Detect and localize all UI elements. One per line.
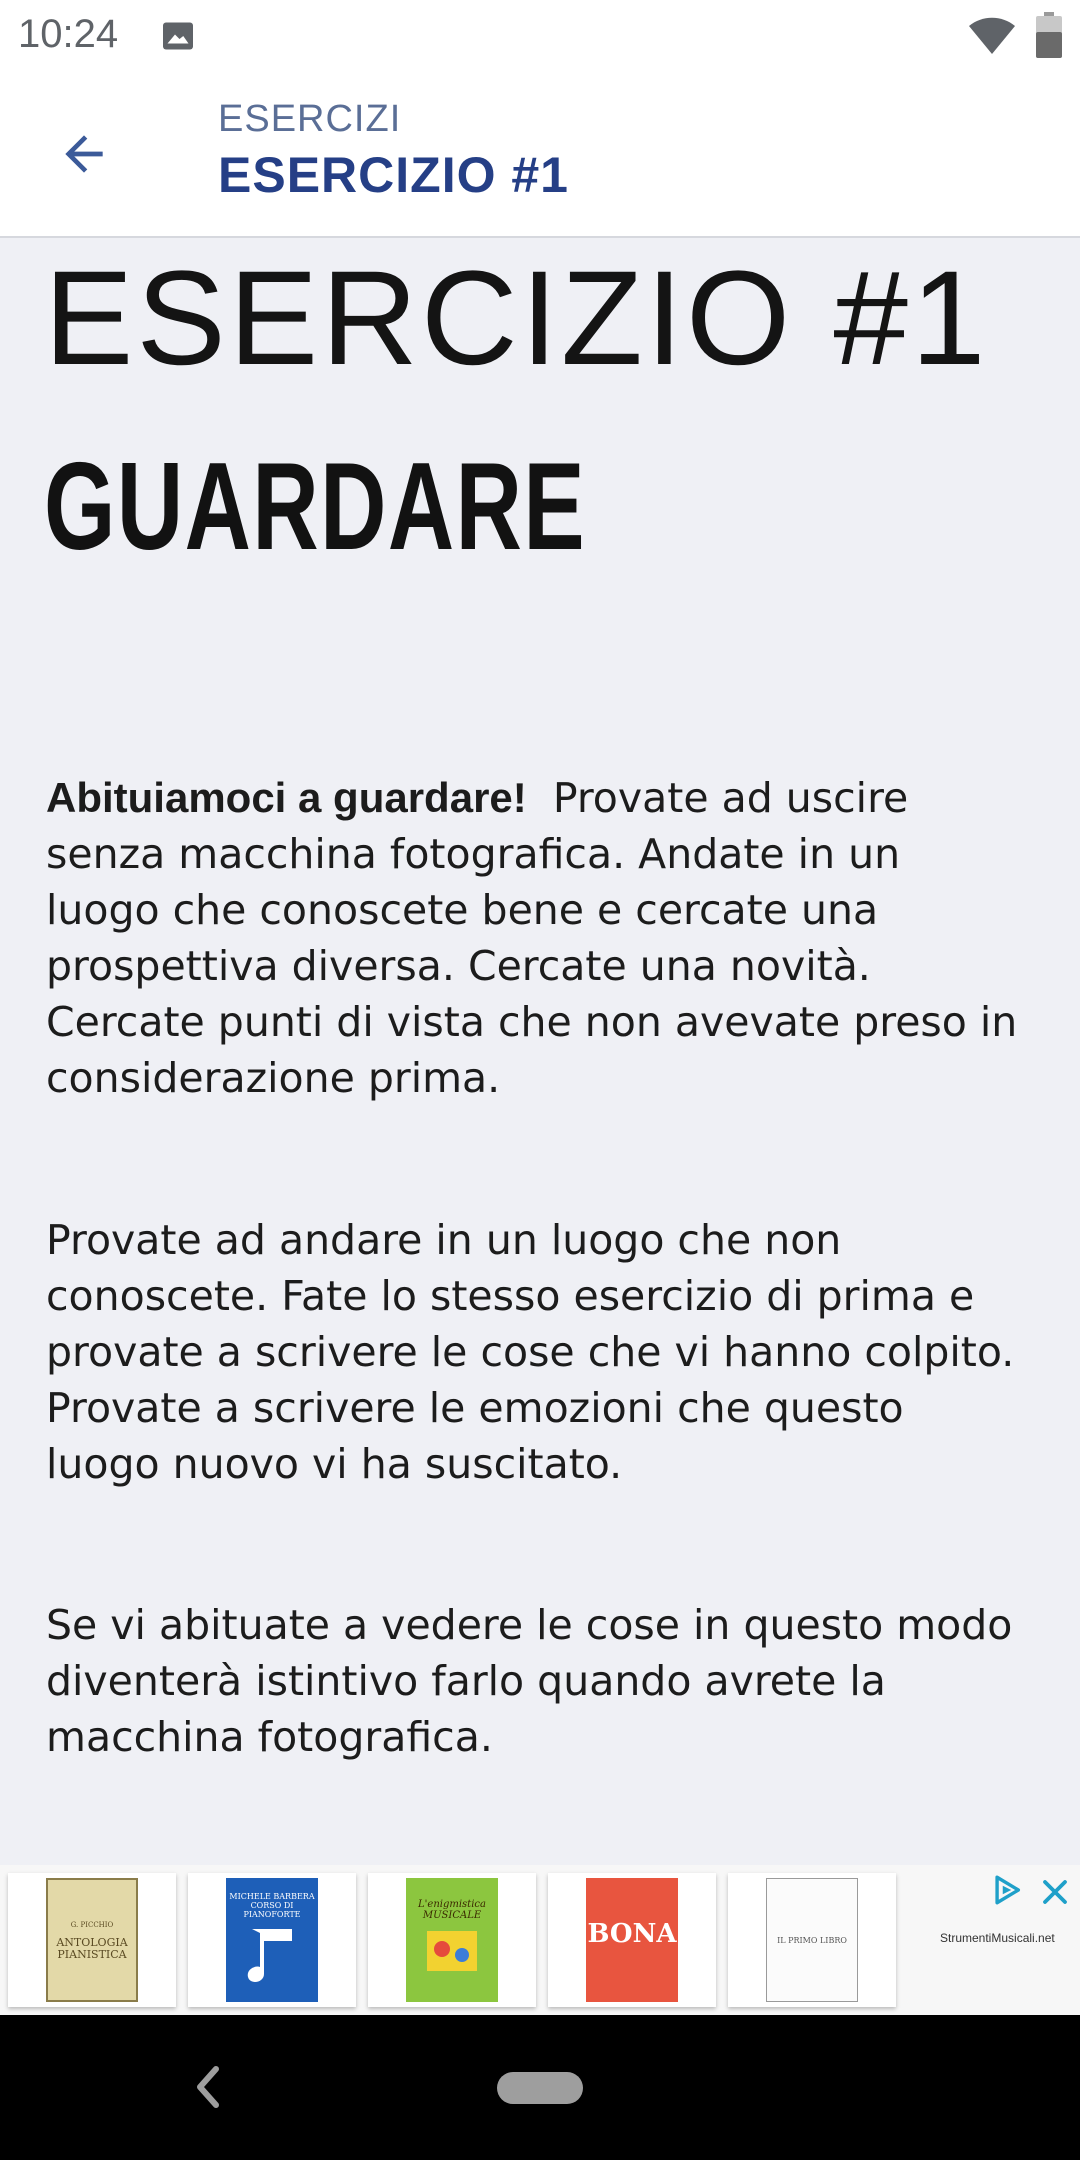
exercise-content[interactable]	[0, 240, 1080, 1865]
book-cover	[46, 1878, 138, 2002]
book-cover	[406, 1878, 498, 2002]
back-button[interactable]	[40, 110, 128, 198]
app-bar	[0, 72, 1080, 238]
home-pill[interactable]	[497, 2072, 583, 2104]
book-title: IL PRIMO LIBRO	[777, 1935, 847, 1945]
image-icon	[160, 18, 196, 54]
ad-choices-icon[interactable]	[990, 1873, 1024, 1907]
status-bar	[0, 0, 1080, 72]
exercise-subheading: GUARDARE	[44, 438, 587, 576]
navigation-bar	[0, 2015, 1080, 2160]
ad-banner[interactable]	[0, 1865, 1080, 2015]
paragraph-1	[46, 770, 1026, 1106]
wifi-icon	[968, 16, 1016, 56]
ad-product-card[interactable]	[728, 1873, 896, 2007]
book-author: G. PICCHIO	[70, 1921, 114, 1929]
book-title: L'enigmistica MUSICALE	[418, 1899, 486, 1921]
status-time: 10:24	[18, 12, 119, 56]
ad-product-card[interactable]	[548, 1873, 716, 2007]
book-cover	[226, 1878, 318, 2002]
paragraph-3-text: Se vi abituate a vedere le cose in questo modo diventerà istintivo farlo quando avrete la macchina fotografica.	[46, 1601, 1013, 1761]
book-title: BONA	[587, 1918, 677, 1949]
ad-brand-logo: StrumentiMusicali.net	[940, 1931, 1055, 1945]
music-note-icon	[242, 1919, 302, 1989]
ad-product-card[interactable]	[188, 1873, 356, 2007]
book-cover	[586, 1878, 678, 2002]
book-title: ANTOLOGIA PIANISTICA	[56, 1936, 128, 1961]
book-title: CORSO DI PIANOFORTE	[243, 1900, 301, 1919]
close-icon[interactable]	[1040, 1877, 1070, 1907]
paragraph-2	[46, 1212, 1026, 1492]
illustration-icon	[417, 1921, 487, 1981]
book-cover	[766, 1878, 858, 2002]
paragraph-3	[46, 1597, 1026, 1765]
paragraph-1-text: Provate ad uscire senza macchina fotografica. Andate in un luogo che conoscete bene e cercate una prospettiva diversa. Cercate una novità. Cercate punti di vista che non avevate preso in considerazione prima.	[46, 774, 1018, 1102]
arrow-back-icon	[56, 126, 112, 182]
nav-back-icon[interactable]	[188, 2065, 228, 2109]
paragraph-2-text: Provate ad andare in un luogo che non conoscete. Fate lo stesso esercizio di prima e provate a scrivere le cose che vi hanno colpito. Provate a scrivere le emozioni che questo luogo nuovo vi ha suscitato.	[46, 1216, 1015, 1488]
paragraph-lead: Abituiamoci a guardare!	[46, 774, 527, 821]
app-bar-title: ESERCIZIO #1	[218, 147, 569, 203]
ad-product-card[interactable]	[8, 1873, 176, 2007]
app-bar-subtitle: ESERCIZI	[218, 98, 402, 140]
battery-icon	[1036, 12, 1062, 58]
book-author: MICHELE BARBERA	[229, 1891, 315, 1901]
ad-product-card[interactable]	[368, 1873, 536, 2007]
exercise-heading: ESERCIZIO #1	[44, 244, 989, 393]
